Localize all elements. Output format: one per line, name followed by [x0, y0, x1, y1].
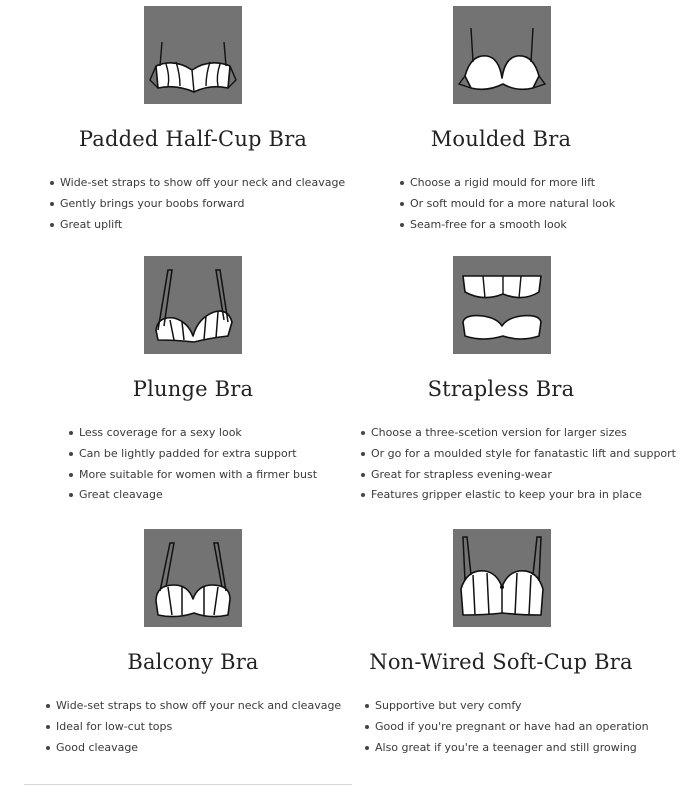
product-bullets: [400, 173, 615, 235]
bullet-item: Choose a three-scetion version for larger sizes: [361, 423, 676, 444]
bullet-item: Great uplift: [50, 215, 345, 236]
product-bullets: [50, 173, 345, 235]
product-card-strapless: [350, 250, 676, 520]
bullet-item: Good cleavage: [46, 738, 341, 759]
bullet-item: Or go for a moulded style for fanatastic lift and support: [361, 444, 676, 465]
moulded-bra-icon: [453, 6, 551, 104]
product-title: Non-Wired Soft-Cup Bra: [369, 650, 633, 674]
product-title: Moulded Bra: [430, 127, 572, 151]
bullet-item: Great cleavage: [69, 485, 317, 506]
product-bullets: [361, 423, 676, 506]
bullet-item: Less coverage for a sexy look: [69, 423, 317, 444]
bullet-item: Supportive but very comfy: [365, 696, 649, 717]
bullet-item: Gently brings your boobs forward: [50, 194, 345, 215]
product-title: Balcony Bra: [127, 650, 259, 674]
bullet-item: Great for strapless evening-wear: [361, 465, 676, 486]
bullet-item: Wide-set straps to show off your neck and cleavage: [50, 173, 345, 194]
product-title: Plunge Bra: [132, 377, 254, 401]
product-card-balcony: [0, 523, 386, 786]
product-bullets: [46, 696, 341, 758]
padded-half-cup-bra-icon: [144, 6, 242, 104]
product-card-plunge: [0, 250, 386, 520]
bullet-item: Wide-set straps to show off your neck and cleavage: [46, 696, 341, 717]
bullet-item: Features gripper elastic to keep your bra in place: [361, 485, 676, 506]
bullet-item: Choose a rigid mould for more lift: [400, 173, 615, 194]
bullet-item: More suitable for women with a firmer bust: [69, 465, 317, 486]
bottom-divider: [24, 784, 352, 785]
balcony-bra-icon: [144, 529, 242, 627]
strapless-bra-icon: [453, 256, 551, 354]
product-card-moulded: [350, 0, 652, 250]
non-wired-soft-cup-bra-icon: [453, 529, 551, 627]
bullet-item: Also great if you're a teenager and still growing: [365, 738, 649, 759]
product-title: Strapless Bra: [427, 377, 575, 401]
bullet-item: Good if you're pregnant or have had an operation: [365, 717, 649, 738]
product-title: Padded Half-Cup Bra: [78, 127, 308, 151]
product-card-padded-half-cup: [0, 0, 386, 250]
bullet-item: Seam-free for a smooth look: [400, 215, 615, 236]
bullet-item: Can be lightly padded for extra support: [69, 444, 317, 465]
bullet-item: Ideal for low-cut tops: [46, 717, 341, 738]
bullet-item: Or soft mould for a more natural look: [400, 194, 615, 215]
plunge-bra-icon: [144, 256, 242, 354]
product-bullets: [365, 696, 649, 758]
product-card-non-wired-soft-cup: [350, 523, 652, 786]
product-bullets: [69, 423, 317, 506]
